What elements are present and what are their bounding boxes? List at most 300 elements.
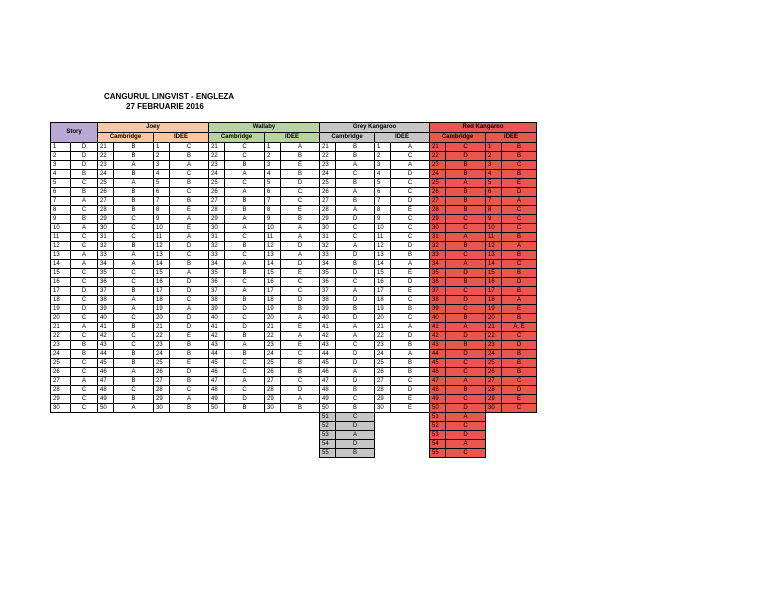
answer-cell: B (170, 341, 209, 350)
answer-cell: C (114, 269, 154, 278)
answer-cell: E (391, 269, 430, 278)
answer-cell: D (225, 323, 265, 332)
question-number-cell: 23 (51, 341, 71, 350)
question-number-cell: 33 (430, 251, 446, 260)
answer-cell: B (281, 359, 320, 368)
answer-cell: B (170, 260, 209, 269)
table-row (51, 188, 537, 197)
question-number-cell: 29 (51, 395, 71, 404)
question-number-cell: 28 (486, 386, 502, 395)
answer-cell: C (391, 188, 430, 197)
question-number-cell: 49 (320, 395, 336, 404)
answer-cell: A (446, 440, 486, 449)
question-number-cell: 3 (51, 161, 71, 170)
red-idee-header: IDEE (486, 133, 537, 143)
answer-cell: D (502, 341, 537, 350)
answer-cell: D (225, 395, 265, 404)
question-number-cell: 23 (154, 341, 170, 350)
question-number-cell: 11 (51, 233, 71, 242)
answer-cell: B (336, 305, 375, 314)
question-number-cell: 26 (51, 368, 71, 377)
answer-cell: C (336, 233, 375, 242)
table-row (51, 323, 537, 332)
answer-cell: B (446, 314, 486, 323)
question-number-cell: 25 (209, 179, 225, 188)
table-row (51, 314, 537, 323)
answer-cell: C (446, 251, 486, 260)
answer-cell: C (446, 449, 486, 458)
answer-cell: B (502, 287, 537, 296)
answer-cell: C (281, 350, 320, 359)
grey-idee-header: IDEE (375, 133, 430, 143)
question-number-cell: 50 (320, 404, 336, 413)
answer-cell: A (446, 179, 486, 188)
question-number-cell: 21 (486, 323, 502, 332)
question-number-cell: 46 (320, 368, 336, 377)
answer-cell: E (502, 179, 537, 188)
question-number-cell: 10 (51, 224, 71, 233)
answer-cell: B (170, 197, 209, 206)
answer-cell: A (281, 233, 320, 242)
answer-cell: B (446, 386, 486, 395)
answer-cell: B (114, 377, 154, 386)
answer-cell: A (336, 161, 375, 170)
question-number-cell: 5 (51, 179, 71, 188)
answer-cell: C (71, 242, 98, 251)
answer-cell: A (446, 413, 486, 422)
question-number-cell: 11 (154, 233, 170, 242)
answer-cell: B (502, 233, 537, 242)
answer-cell: C (281, 377, 320, 386)
answer-cell: D (336, 422, 375, 431)
question-number-cell: 2 (51, 152, 71, 161)
answer-cell: D (170, 314, 209, 323)
answer-cell: C (170, 296, 209, 305)
question-number-cell: 50 (430, 404, 446, 413)
question-number-cell: 48 (209, 386, 225, 395)
answer-cell: C (502, 260, 537, 269)
answer-cell: C (71, 269, 98, 278)
question-number-cell: 32 (430, 242, 446, 251)
answer-cell: D (502, 278, 537, 287)
answer-cell: A (225, 188, 265, 197)
question-number-cell: 38 (98, 296, 114, 305)
red-cambridge-header: Cambridge (430, 133, 486, 143)
answer-cell: A (114, 296, 154, 305)
answer-cell: A (336, 242, 375, 251)
answer-cell: A (170, 233, 209, 242)
question-number-cell: 34 (98, 260, 114, 269)
question-number-cell: 15 (51, 269, 71, 278)
question-number-cell: 36 (430, 278, 446, 287)
question-number-cell: 41 (209, 323, 225, 332)
table-row (51, 197, 537, 206)
answer-cell: C (225, 251, 265, 260)
question-number-cell: 18 (375, 296, 391, 305)
question-number-cell: 19 (51, 305, 71, 314)
question-number-cell: 24 (51, 350, 71, 359)
question-number-cell: 27 (486, 377, 502, 386)
question-number-cell: 6 (375, 188, 391, 197)
question-number-cell: 37 (430, 287, 446, 296)
answer-cell: C (446, 224, 486, 233)
question-number-cell: 20 (51, 314, 71, 323)
answer-cell: E (391, 287, 430, 296)
question-number-cell: 19 (154, 305, 170, 314)
answer-cell: C (170, 143, 209, 152)
table-row (51, 224, 537, 233)
answer-cell: C (446, 215, 486, 224)
question-number-cell: 36 (209, 278, 225, 287)
question-number-cell: 10 (265, 224, 281, 233)
answer-cell: A (391, 260, 430, 269)
question-number-cell: 41 (98, 323, 114, 332)
question-number-cell: 37 (98, 287, 114, 296)
answer-cell: B (114, 206, 154, 215)
question-number-cell: 52 (320, 422, 336, 431)
question-number-cell: 15 (486, 269, 502, 278)
answer-cell: B (114, 287, 154, 296)
question-number-cell: 18 (51, 296, 71, 305)
answer-cell: B (71, 215, 98, 224)
question-number-cell: 34 (209, 260, 225, 269)
answer-cell: C (446, 305, 486, 314)
question-number-cell: 29 (486, 395, 502, 404)
question-number-cell: 1 (486, 143, 502, 152)
answer-cell: B (446, 170, 486, 179)
answer-cell: D (170, 368, 209, 377)
answer-cell: A (71, 197, 98, 206)
answer-cell: C (225, 359, 265, 368)
question-number-cell: 19 (265, 305, 281, 314)
table-row (51, 260, 537, 269)
table-row (51, 440, 537, 449)
answer-cell: A (446, 260, 486, 269)
answer-cell: C (391, 233, 430, 242)
answer-cell: B (114, 350, 154, 359)
table-row (51, 269, 537, 278)
answer-cell: A (281, 143, 320, 152)
question-number-cell: 21 (430, 143, 446, 152)
question-number-cell: 23 (209, 161, 225, 170)
question-number-cell: 2 (265, 152, 281, 161)
question-number-cell: 47 (98, 377, 114, 386)
answer-cell: A (502, 197, 537, 206)
question-number-cell: 13 (154, 251, 170, 260)
answer-cell: B (446, 341, 486, 350)
question-number-cell: 8 (154, 206, 170, 215)
table-row (51, 152, 537, 161)
answer-cell: D (336, 215, 375, 224)
answer-cell: C (225, 386, 265, 395)
answer-cell: B (281, 215, 320, 224)
table-row (51, 377, 537, 386)
question-number-cell: 24 (486, 350, 502, 359)
answer-cell: B (225, 206, 265, 215)
answer-cell: C (114, 215, 154, 224)
answer-cell: B (225, 269, 265, 278)
answer-cell: D (170, 242, 209, 251)
grey-cambridge-header: Cambridge (320, 133, 375, 143)
question-number-cell: 9 (154, 215, 170, 224)
table-row (51, 143, 537, 152)
question-number-cell: 9 (375, 215, 391, 224)
answer-cell: A (225, 377, 265, 386)
question-number-cell: 47 (209, 377, 225, 386)
question-number-cell: 34 (430, 260, 446, 269)
table-row (51, 296, 537, 305)
answer-cell: C (391, 152, 430, 161)
question-number-cell: 22 (154, 332, 170, 341)
answer-cell: D (281, 242, 320, 251)
answer-cell: A (71, 260, 98, 269)
question-number-cell: 11 (375, 233, 391, 242)
question-number-cell: 2 (486, 152, 502, 161)
answer-cell: A (114, 161, 154, 170)
answer-cell: C (225, 152, 265, 161)
question-number-cell: 28 (51, 386, 71, 395)
question-number-cell: 47 (430, 377, 446, 386)
answer-cell: B (281, 404, 320, 413)
answer-cell: D (336, 296, 375, 305)
answer-cell: D (71, 143, 98, 152)
question-number-cell: 24 (430, 170, 446, 179)
question-number-cell: 9 (265, 215, 281, 224)
answer-cell: C (71, 206, 98, 215)
table-row (51, 350, 537, 359)
answer-key-table (50, 122, 537, 458)
answer-cell: B (225, 404, 265, 413)
question-number-cell: 20 (265, 314, 281, 323)
wallaby-idee-header: IDEE (265, 133, 320, 143)
answer-cell: E (391, 395, 430, 404)
question-number-cell: 11 (265, 233, 281, 242)
question-number-cell: 43 (320, 341, 336, 350)
answer-cell: A (502, 296, 537, 305)
answer-cell: B (446, 188, 486, 197)
question-number-cell: 44 (430, 350, 446, 359)
question-number-cell: 18 (486, 296, 502, 305)
answer-cell: C (170, 251, 209, 260)
answer-cell: C (71, 368, 98, 377)
question-number-cell: 39 (98, 305, 114, 314)
question-number-cell: 1 (154, 143, 170, 152)
answer-cell: C (391, 314, 430, 323)
question-number-cell: 53 (430, 431, 446, 440)
answer-cell: D (336, 377, 375, 386)
answer-cell: D (336, 359, 375, 368)
answer-cell: B (170, 179, 209, 188)
answer-cell: B (336, 449, 375, 458)
question-number-cell: 30 (265, 404, 281, 413)
red-kangaroo-header: Red Kangaroo (430, 123, 537, 133)
question-number-cell: 27 (375, 377, 391, 386)
answer-cell: B (114, 242, 154, 251)
answer-cell: C (336, 395, 375, 404)
answer-cell: A (225, 170, 265, 179)
question-number-cell: 22 (430, 152, 446, 161)
question-number-cell: 22 (265, 332, 281, 341)
answer-cell: B (391, 368, 430, 377)
question-number-cell: 28 (265, 386, 281, 395)
answer-cell: B (502, 170, 537, 179)
answer-cell: E (281, 161, 320, 170)
question-number-cell: 38 (430, 296, 446, 305)
answer-cell: C (114, 278, 154, 287)
table-row (51, 332, 537, 341)
answer-cell: A (336, 206, 375, 215)
question-number-cell: 16 (265, 278, 281, 287)
answer-cell: B (225, 197, 265, 206)
question-number-cell: 45 (320, 359, 336, 368)
question-number-cell: 27 (430, 197, 446, 206)
answer-cell: A (391, 143, 430, 152)
answer-cell: C (114, 332, 154, 341)
question-number-cell: 4 (486, 170, 502, 179)
question-number-cell: 27 (320, 197, 336, 206)
question-number-cell: 32 (320, 242, 336, 251)
answer-cell: D (336, 251, 375, 260)
question-number-cell: 25 (375, 359, 391, 368)
question-number-cell: 42 (98, 332, 114, 341)
question-number-cell: 25 (320, 179, 336, 188)
answer-cell: C (71, 296, 98, 305)
question-number-cell: 24 (154, 350, 170, 359)
answer-cell: A (281, 251, 320, 260)
question-number-cell: 31 (430, 233, 446, 242)
answer-cell: A (336, 368, 375, 377)
table-row (51, 242, 537, 251)
question-number-cell: 45 (98, 359, 114, 368)
question-number-cell: 1 (375, 143, 391, 152)
question-number-cell: 31 (209, 233, 225, 242)
table-row (51, 161, 537, 170)
answer-cell: A (336, 323, 375, 332)
question-number-cell: 39 (209, 305, 225, 314)
answer-cell: C (114, 386, 154, 395)
question-number-cell: 48 (320, 386, 336, 395)
table-row (51, 179, 537, 188)
answer-cell: A (336, 188, 375, 197)
answer-cell: A (446, 377, 486, 386)
question-number-cell: 25 (98, 179, 114, 188)
table-row (51, 278, 537, 287)
answer-cell: A (281, 332, 320, 341)
answer-cell: C (114, 314, 154, 323)
question-number-cell: 24 (375, 350, 391, 359)
answer-cell: C (71, 233, 98, 242)
answer-cell: D (71, 161, 98, 170)
question-number-cell: 14 (154, 260, 170, 269)
joey-header: Joey (98, 123, 209, 133)
question-number-cell: 8 (51, 206, 71, 215)
story-header: Story (51, 123, 98, 143)
question-number-cell: 3 (154, 161, 170, 170)
question-number-cell: 8 (486, 206, 502, 215)
question-number-cell: 20 (375, 314, 391, 323)
question-number-cell: 49 (98, 395, 114, 404)
question-number-cell: 26 (154, 368, 170, 377)
question-number-cell: 37 (320, 287, 336, 296)
answer-cell: B (114, 170, 154, 179)
answer-cell: C (114, 233, 154, 242)
question-number-cell: 29 (430, 215, 446, 224)
answer-cell: E (170, 206, 209, 215)
table-row (51, 341, 537, 350)
question-number-cell: 35 (209, 269, 225, 278)
answer-cell: C (225, 143, 265, 152)
answer-cell: A (225, 287, 265, 296)
question-number-cell: 47 (320, 377, 336, 386)
answer-cell: A (336, 332, 375, 341)
question-number-cell: 28 (375, 386, 391, 395)
answer-cell: C (225, 233, 265, 242)
question-number-cell: 34 (320, 260, 336, 269)
question-number-cell: 46 (209, 368, 225, 377)
question-number-cell: 36 (98, 278, 114, 287)
question-number-cell: 20 (486, 314, 502, 323)
question-number-cell: 30 (430, 224, 446, 233)
question-number-cell: 14 (51, 260, 71, 269)
question-number-cell: 26 (209, 188, 225, 197)
question-number-cell: 2 (154, 152, 170, 161)
question-number-cell: 30 (98, 224, 114, 233)
question-number-cell: 49 (209, 395, 225, 404)
table-row (51, 413, 537, 422)
question-number-cell: 28 (320, 206, 336, 215)
question-number-cell: 15 (154, 269, 170, 278)
question-number-cell: 7 (375, 197, 391, 206)
answer-cell: D (446, 404, 486, 413)
answer-cell: B (225, 296, 265, 305)
question-number-cell: 6 (154, 188, 170, 197)
question-number-cell: 4 (265, 170, 281, 179)
answer-cell: B (446, 278, 486, 287)
wallaby-cambridge-header: Cambridge (209, 133, 265, 143)
question-number-cell: 24 (265, 350, 281, 359)
wallaby-header: Wallaby (209, 123, 320, 133)
document-date: 27 FEBRUARIE 2016 (126, 102, 204, 111)
question-number-cell: 23 (375, 341, 391, 350)
answer-cell: D (446, 431, 486, 440)
question-number-cell: 5 (486, 179, 502, 188)
question-number-cell: 50 (98, 404, 114, 413)
question-number-cell: 44 (98, 350, 114, 359)
question-number-cell: 16 (154, 278, 170, 287)
question-number-cell: 40 (430, 314, 446, 323)
question-number-cell: 27 (154, 377, 170, 386)
answer-cell: B (446, 161, 486, 170)
question-number-cell: 31 (98, 233, 114, 242)
answer-cell: A (391, 161, 430, 170)
question-number-cell: 22 (98, 152, 114, 161)
question-number-cell: 35 (430, 269, 446, 278)
answer-cell: B (71, 350, 98, 359)
answer-cell: B (225, 242, 265, 251)
question-number-cell: 29 (154, 395, 170, 404)
question-number-cell: 15 (375, 269, 391, 278)
answer-cell: B (446, 206, 486, 215)
question-number-cell: 48 (98, 386, 114, 395)
question-number-cell: 26 (320, 188, 336, 197)
answer-cell: C (281, 188, 320, 197)
answer-cell: D (446, 350, 486, 359)
question-number-cell: 41 (320, 323, 336, 332)
answer-cell: A (336, 287, 375, 296)
question-number-cell: 12 (486, 242, 502, 251)
question-number-cell: 8 (375, 206, 391, 215)
answer-cell: D (71, 287, 98, 296)
